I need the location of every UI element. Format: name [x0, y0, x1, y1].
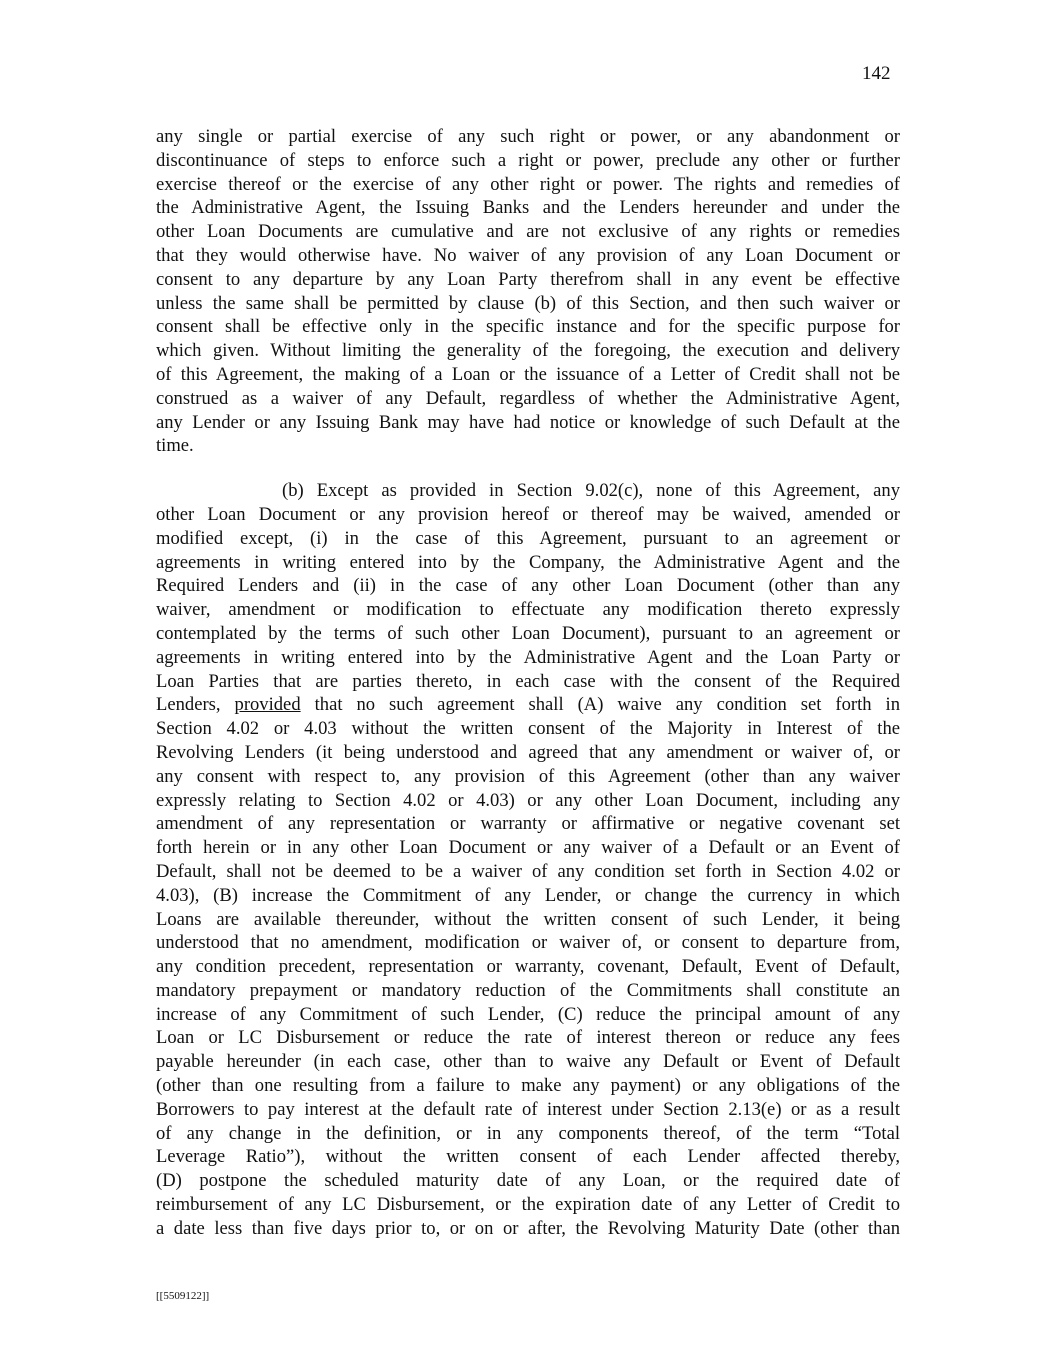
text-segment: that no such agreement shall (A) waive any condition set forth in [300, 694, 900, 716]
text-line: Loan or LC Disbursement or reduce the rate of interest thereon or reduce any fees [156, 1027, 900, 1049]
text-line: any condition precedent, representation or warranty, covenant, Default, Event of Default, [156, 956, 900, 978]
text-line: 4.03), (B) increase the Commitment of any Lender, or change the currency in which [156, 884, 900, 906]
document-id-footer: [[5509122]] [156, 1290, 210, 1302]
paragraph-b-amendments [156, 479, 900, 1241]
text-line: other Loan Documents are cumulative and are not exclusive of any rights or remedies [156, 221, 900, 243]
text-line: Loans are available thereunder, without the written consent of such Lender, it being [156, 908, 900, 930]
text-line: consent to any departure by any Loan Party therefrom shall in any event be effective [156, 268, 900, 290]
text-line: unless the same shall be permitted by clause (b) of this Section, and then such waiver or [156, 292, 900, 314]
text-line: forth herein or in any other Loan Document or any waiver of a Default or an Event of [156, 837, 900, 859]
text-line: Loan Parties that are parties thereto, in each case with the consent of the Required [156, 670, 900, 692]
text-line: modified except, (i) in the case of this Agreement, pursuant to an agreement or [156, 527, 900, 549]
text-line: mandatory prepayment or mandatory reduction of the Commitments shall constitute an [156, 979, 900, 1001]
text-line: other Loan Document or any provision hereof or thereof may be waived, amended or [156, 503, 900, 525]
text-line: construed as a waiver of any Default, regardless of whether the Administrative Agent, [156, 387, 900, 409]
text-line: the Administrative Agent, the Issuing Banks and the Lenders hereunder and under the [156, 197, 900, 219]
text-line: a date less than five days prior to, or on or after, the Revolving Maturity Date (other than [156, 1217, 900, 1239]
text-line: any single or partial exercise of any such right or power, or any abandonment or [156, 126, 900, 147]
text-line: discontinuance of steps to enforce such a right or power, preclude any other or further [156, 149, 900, 171]
text-line: waiver, amendment or modification to effectuate any modification thereto expressly [156, 599, 900, 621]
text-line: understood that no amendment, modification or waiver of, or consent to departure from, [156, 932, 900, 954]
text-line: exercise thereof or the exercise of any other right or power. The rights and remedies of [156, 173, 900, 195]
provided-term: provided [234, 694, 301, 716]
paragraph-waiver-continuation [156, 125, 900, 458]
page-number: 142 [862, 63, 891, 84]
text-line: increase of any Commitment of such Lender, (C) reduce the principal amount of any [156, 1003, 900, 1025]
text-line: of any change in the definition, or in any components thereof, of the term “Total [156, 1122, 900, 1144]
text-line: contemplated by the terms of such other Loan Document), pursuant to an agreement or [156, 622, 900, 644]
text-line: amendment of any representation or warranty or affirmative or negative covenant set [156, 813, 900, 835]
text-line: (other than one resulting from a failure to make any payment) or any obligations of the [156, 1075, 900, 1097]
text-line: agreements in writing entered into by the Company, the Administrative Agent and the [156, 551, 900, 573]
text-line: Section 4.02 or 4.03 without the written consent of the Majority in Interest of the [156, 718, 900, 740]
text-line: expressly relating to Section 4.02 or 4.03) or any other Loan Document, including any [156, 789, 900, 811]
text-line: agreements in writing entered into by the Administrative Agent and the Loan Party or [156, 646, 900, 668]
text-line: reimbursement of any LC Disbursement, or the expiration date of any Letter of Credit to [156, 1194, 900, 1216]
text-line: which given. Without limiting the generality of the foregoing, the execution and delivery [156, 340, 900, 362]
text-line: any Lender or any Issuing Bank may have had notice or knowledge of such Default at the [156, 411, 900, 433]
text-line: time. [156, 435, 194, 457]
text-line: (b) Except as provided in Section 9.02(c), none of this Agreement, any [282, 480, 900, 502]
text-line: that they would otherwise have. No waiver of any provision of any Loan Document or [156, 244, 900, 266]
text-line: Borrowers to pay interest at the default rate of interest under Section 2.13(e) or as a result [156, 1098, 900, 1120]
text-line: Default, shall not be deemed to be a waiver of any condition set forth in Section 4.02 or [156, 860, 900, 882]
text-line: consent shall be effective only in the specific instance and for the specific purpose for [156, 316, 900, 338]
text-line: payable hereunder (in each case, other than to waive any Default or Event of Default [156, 1051, 900, 1073]
document-body [156, 125, 900, 1241]
text-line: Required Lenders and (ii) in the case of any other Loan Document (other than any [156, 575, 900, 597]
text-line: Leverage Ratio”), without the written consent of each Lender affected thereby, [156, 1146, 900, 1168]
text-line: of this Agreement, the making of a Loan or the issuance of a Letter of Credit shall not be [156, 363, 900, 385]
text-line: any consent with respect to, any provision of this Agreement (other than any waiver [156, 765, 900, 787]
text-line [156, 693, 900, 717]
text-line: Revolving Lenders (it being understood and agreed that any amendment or waiver of, or [156, 741, 900, 763]
text-line: (D) postpone the scheduled maturity date of any Loan, or the required date of [156, 1170, 900, 1192]
text-segment: Lenders, [156, 694, 235, 716]
